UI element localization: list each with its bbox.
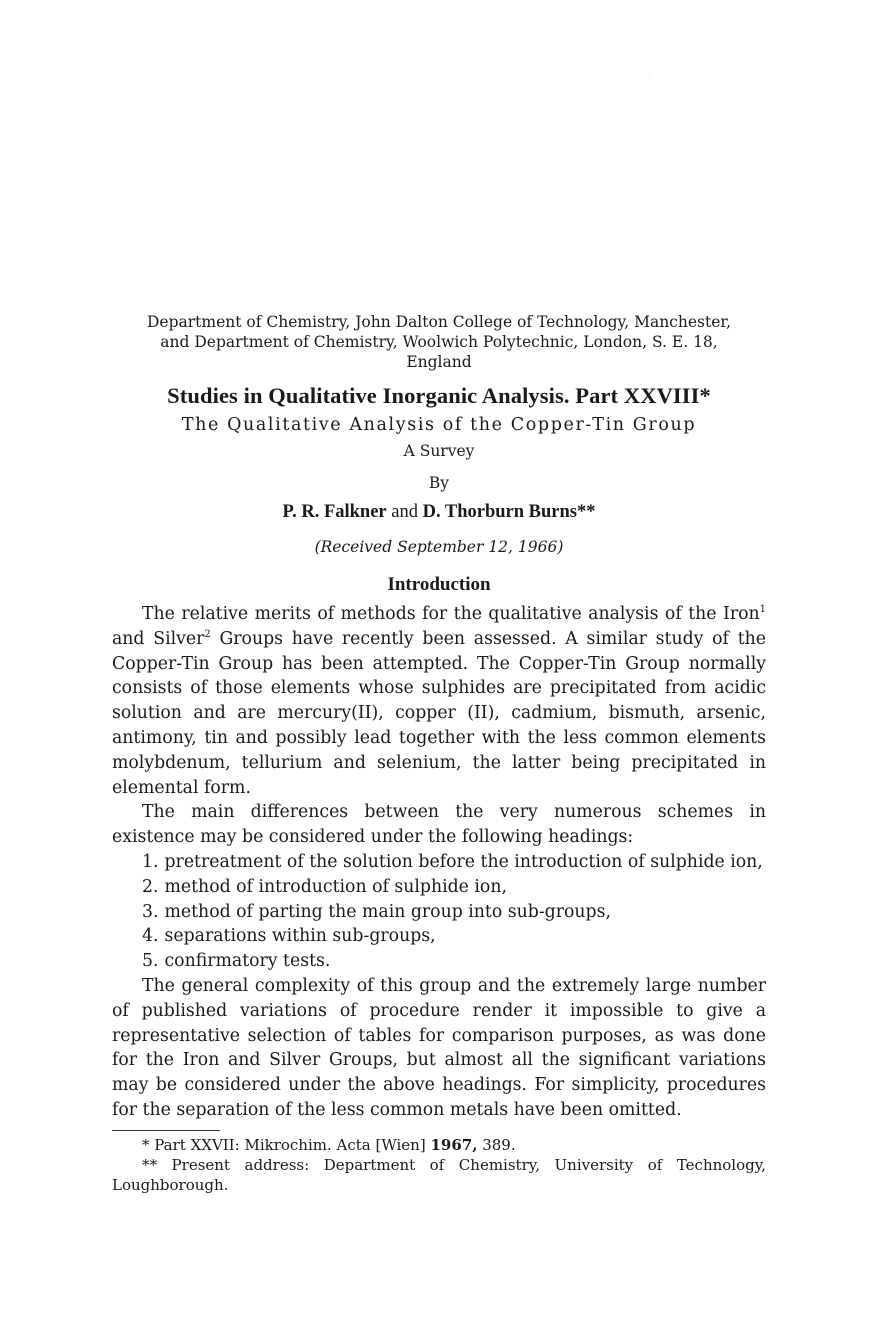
list-item: [142, 900, 766, 925]
article-title: Studies in Qualitative Inorganic Analysis. Part XXVIII*: [167, 383, 711, 408]
footnote-1-prefix: * Part XXVII: Mikrochim. Acta [Wien]: [142, 1135, 431, 1154]
list-item: [142, 924, 766, 949]
affiliation: [112, 312, 766, 372]
list-item-text: method of parting the main group into sub-groups,: [164, 901, 611, 922]
paragraph-3: The general complexity of this group and the extremely large number of published variations of procedure render it impossible to give a representative selection of tables for comparison purposes, as was done for the Iron and Silver Groups, but almost all the significant variations may be considered under the above headings. For simplicity, procedures for the separation of the less common metals have been omitted.: [112, 975, 766, 1120]
authors: [112, 500, 766, 524]
paragraph-1: [112, 602, 766, 800]
article-type: A Survey: [403, 442, 475, 460]
citation-2: 2: [204, 629, 211, 641]
list-item-number: 2.: [142, 876, 159, 897]
body-text: [112, 602, 766, 1123]
list-item-text: method of introduction of sulphide ion,: [164, 876, 507, 897]
footnote-1-year: 1967,: [430, 1135, 478, 1154]
list-item: [142, 850, 766, 875]
paragraph-1-part-1: The relative merits of methods for the qualitative analysis of the Iron: [142, 604, 760, 624]
author-conjunction: and: [386, 502, 423, 522]
affiliation-line-2: and Department of Chemistry, Woolwich Polytechnic, London, S. E. 18,: [160, 333, 718, 351]
footnote-1-suffix: 389.: [477, 1135, 516, 1154]
footnote-rule: [112, 1130, 220, 1131]
author-2: D. Thorburn Burns**: [422, 502, 596, 522]
paragraph-2: The main differences between the very numerous schemes in existence may be considered under the following headings:: [112, 802, 766, 848]
list-item: [142, 949, 766, 974]
list-item-text: pretreatment of the solution before the introduction of sulphide ion,: [164, 851, 763, 872]
list-item-number: 5.: [142, 951, 159, 972]
list-item-number: 4.: [142, 926, 159, 947]
section-heading-introduction: Introduction: [387, 574, 491, 595]
affiliation-line-3: England: [406, 353, 472, 371]
list-item: [142, 875, 766, 900]
list-item-number: 3.: [142, 901, 159, 922]
citation-1: 1: [759, 604, 766, 616]
author-1: P. R. Falkner: [282, 502, 387, 522]
list-item-number: 1.: [142, 851, 159, 872]
footnote-1: [112, 1135, 766, 1155]
list-item-text: separations within sub-groups,: [164, 926, 436, 947]
article-page: [112, 312, 766, 1195]
paragraph-1-part-3: Groups have recently been assessed. A similar study of the Copper-Tin Group has been attempted. The Copper-Tin Group normally consists of those elements whose sulphides are precipitated from acidic solution and are mercury(II), copper (II), cadmium, bismuth, arsenic, antimony, tin and possibly lead together with the less common elements molybdenum, tellurium and selenium, the latter being precipitated in elemental form.: [112, 628, 766, 798]
paragraph-1-part-2: and Silver: [112, 628, 205, 649]
scan-speck: [648, 74, 650, 75]
byline-by: By: [428, 474, 450, 492]
received-date: (Received September 12, 1966): [314, 538, 564, 556]
footnote-2: ** Present address: Department of Chemistry, University of Technology, Loughborough.: [112, 1155, 766, 1194]
affiliation-line-1: Department of Chemistry, John Dalton College of Technology, Manchester,: [146, 313, 732, 331]
article-subtitle: The Qualitative Analysis of the Copper-Tin Group: [181, 415, 697, 435]
footnotes: [112, 1135, 766, 1195]
list-item-text: confirmatory tests.: [164, 951, 331, 972]
headings-list: [112, 850, 766, 974]
